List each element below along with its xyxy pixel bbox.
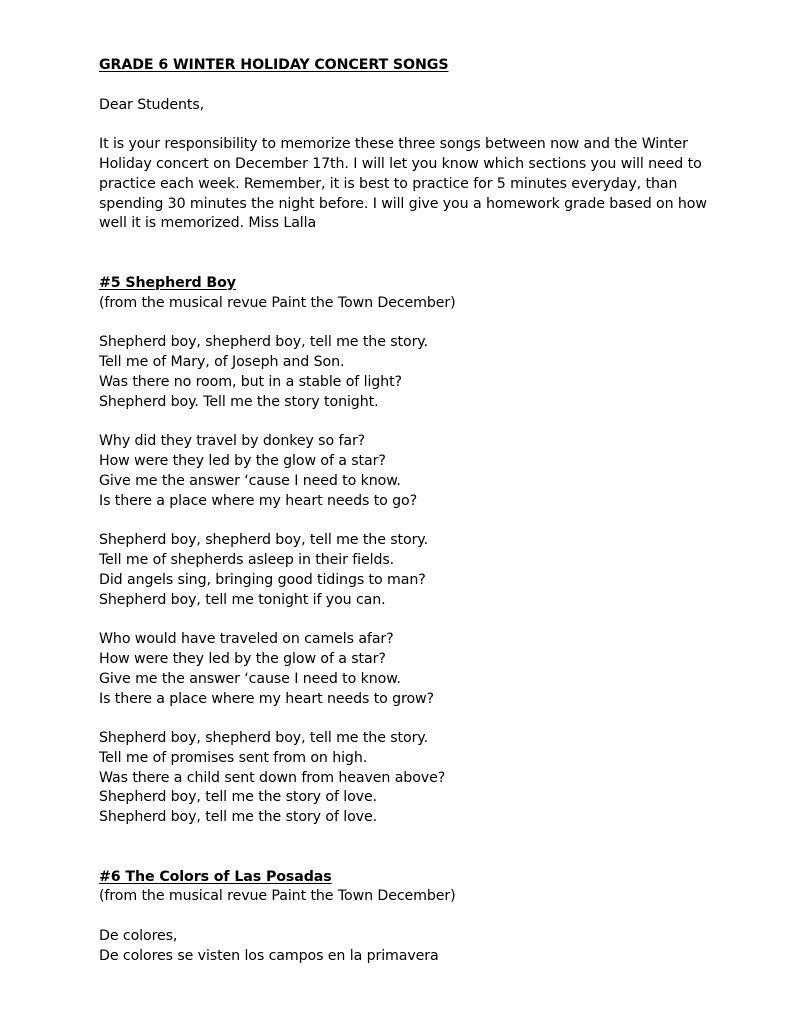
song-heading: #6 The Colors of Las Posadas (99, 868, 332, 885)
lyric-line: Tell me of Mary, of Joseph and Son. (99, 353, 345, 370)
verse (99, 432, 739, 511)
verse (99, 729, 739, 828)
lyric-line: De colores se visten los campos en la primavera (99, 947, 439, 964)
lyric-line: Give me the answer ‘cause I need to know. (99, 670, 401, 687)
lyric-line: Who would have traveled on camels afar? (99, 631, 394, 648)
lyric-line: Shepherd boy, shepherd boy, tell me the story. (99, 334, 428, 351)
lyric-line: Shepherd boy. Tell me the story tonight. (99, 393, 379, 410)
verse (99, 630, 739, 709)
spacer (99, 907, 739, 927)
intro-line: well it is memorized. Miss Lalla (99, 215, 317, 232)
lyric-line: Shepherd boy, shepherd boy, tell me the story. (99, 730, 428, 747)
lyric-line: Tell me of promises sent from on high. (99, 749, 368, 766)
lyric-line: Shepherd boy, tell me the story of love. (99, 789, 378, 806)
intro-line: practice each week. Remember, it is best to practice for 5 minutes everyday, than (99, 175, 678, 192)
lyric-line: Shepherd boy, shepherd boy, tell me the story. (99, 532, 428, 549)
spacer (99, 115, 739, 135)
lyric-line: Shepherd boy, tell me the story of love. (99, 809, 378, 826)
spacer (99, 709, 739, 729)
lyric-line: Did angels sing, bringing good tidings to man? (99, 571, 426, 588)
song-source: (from the musical revue Paint the Town December) (99, 888, 456, 905)
lyric-line: Is there a place where my heart needs to go? (99, 492, 418, 509)
spacer (99, 610, 739, 630)
intro-line: spending 30 minutes the night before. I will give you a homework grade based on how (99, 195, 707, 212)
spacer (99, 313, 739, 333)
spacer (99, 234, 739, 274)
lyric-line: How were they led by the glow of a star? (99, 650, 386, 667)
intro-line: Holiday concert on December 17th. I will let you know which sections you will need to (99, 155, 702, 172)
spacer (99, 412, 739, 432)
lyric-line: Is there a place where my heart needs to grow? (99, 690, 434, 707)
lyric-line: Why did they travel by donkey so far? (99, 433, 366, 450)
lyric-line: How were they led by the glow of a star? (99, 452, 386, 469)
lyric-line: Was there no room, but in a stable of light? (99, 373, 402, 390)
document-page (99, 56, 739, 967)
salutation: Dear Students, (99, 96, 205, 113)
lyric-line: Was there a child sent down from heaven above? (99, 769, 446, 786)
intro-paragraph (99, 135, 739, 234)
lyric-line: Shepherd boy, tell me tonight if you can. (99, 591, 386, 608)
document-title: GRADE 6 WINTER HOLIDAY CONCERT SONGS (99, 57, 449, 73)
lyric-line: Give me the answer ‘cause I need to know. (99, 472, 401, 489)
verse (99, 531, 739, 610)
spacer (99, 828, 739, 868)
song-source: (from the musical revue Paint the Town December) (99, 294, 456, 311)
spacer (99, 76, 739, 96)
song-colors-of-las-posadas (99, 868, 739, 967)
lyric-line: De colores, (99, 928, 178, 945)
spacer (99, 511, 739, 531)
song-shepherd-boy (99, 274, 739, 828)
verse (99, 333, 739, 412)
song-heading: #5 Shepherd Boy (99, 274, 236, 291)
lyric-line: Tell me of shepherds asleep in their fields. (99, 551, 395, 568)
intro-line: It is your responsibility to memorize these three songs between now and the Winter (99, 136, 688, 153)
verse (99, 927, 739, 967)
